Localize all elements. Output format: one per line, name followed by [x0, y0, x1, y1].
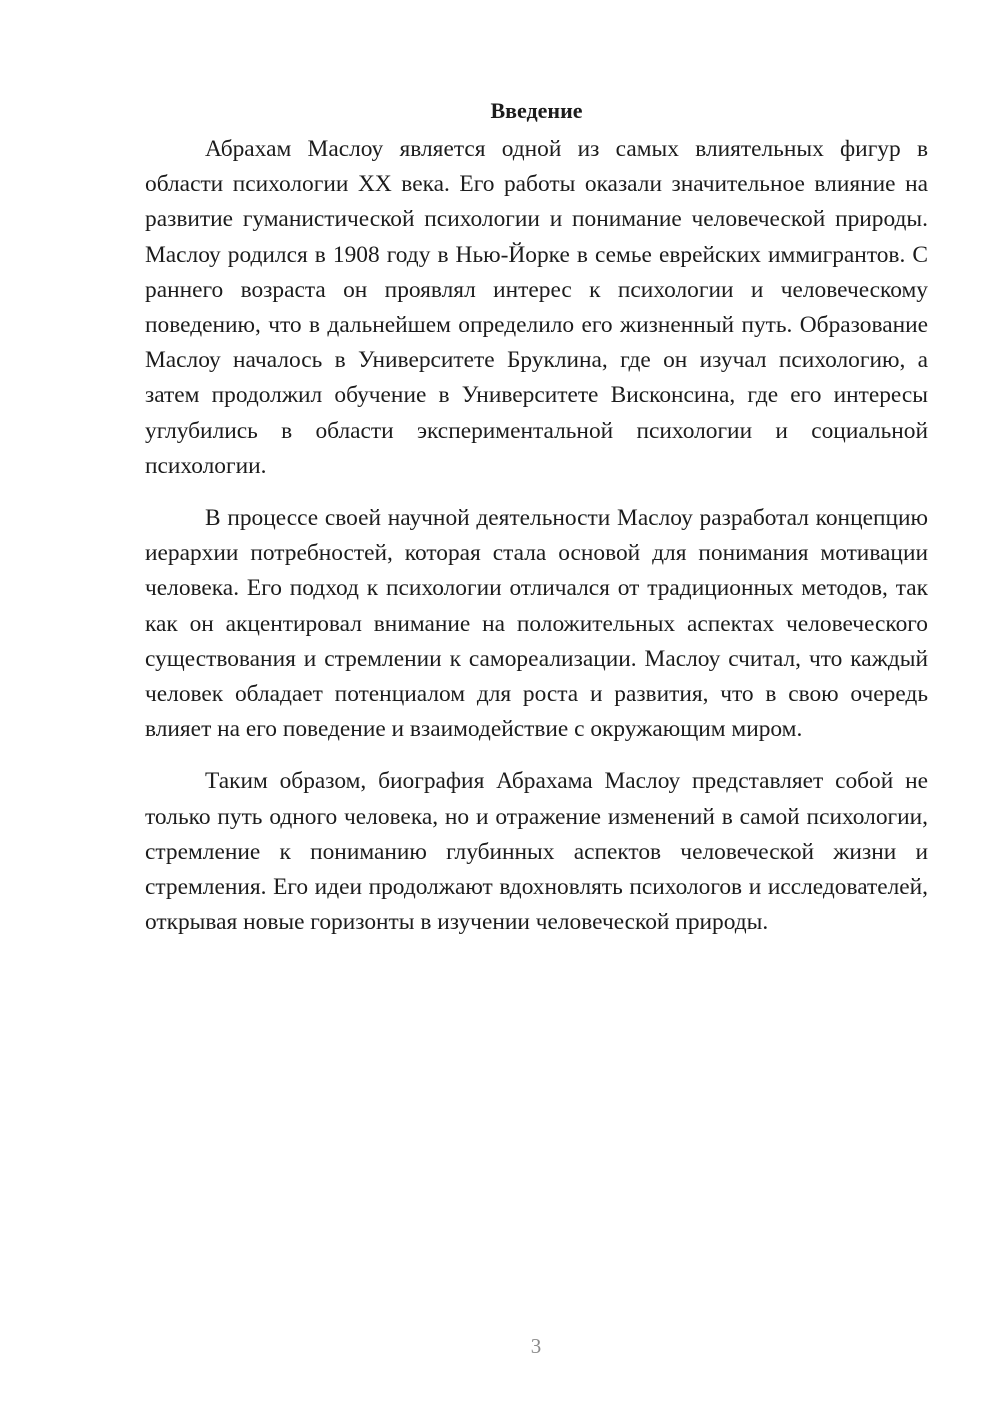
paragraph-1: Абрахам Маслоу является одной из самых влиятельных фигур в области психологии XX века. Его работы оказали значительное влияние на развитие гуманистической психологии и понимание человеческой природы. Маслоу родился в 1908 году в Нью-Йорке в семье еврейских иммигрантов. С раннего возраста он проявлял интерес к психологии и человеческому поведению, что в дальнейшем определило его жизненный путь. Образование Маслоу началось в Университете Бруклина, где он изучал психологию, а затем продолжил обучение в Университете Висконсина, где его интересы углубились в области экспериментальной психологии и социальной психологии. — [145, 136, 928, 479]
paragraph-3: Таким образом, биография Абрахама Маслоу представляет собой не только путь одного человека, но и отражение изменений в самой психологии, стремление к пониманию глубинных аспектов человеческой жизни и стремления. Его идеи продолжают вдохновлять психологов и исследователей, открывая новые горизонты в изучении человеческой природы. — [145, 768, 928, 936]
page-number: 3 — [530, 1334, 542, 1358]
section-title: Введение — [490, 98, 583, 123]
paragraph-2: В процессе своей научной деятельности Маслоу разработал концепцию иерархии потребностей, которая стала основой для понимания мотивации человека. Его подход к психологии отличался от традиционных методов, так как он акцентировал внимание на положительных аспектах человеческого существования и стремлении к самореализации. Маслоу считал, что каждый человек обладает потенциалом для роста и развития, что в свою очередь влияет на его поведение и взаимодействие с окружающим миром. — [145, 505, 928, 743]
document-body — [145, 96, 928, 957]
